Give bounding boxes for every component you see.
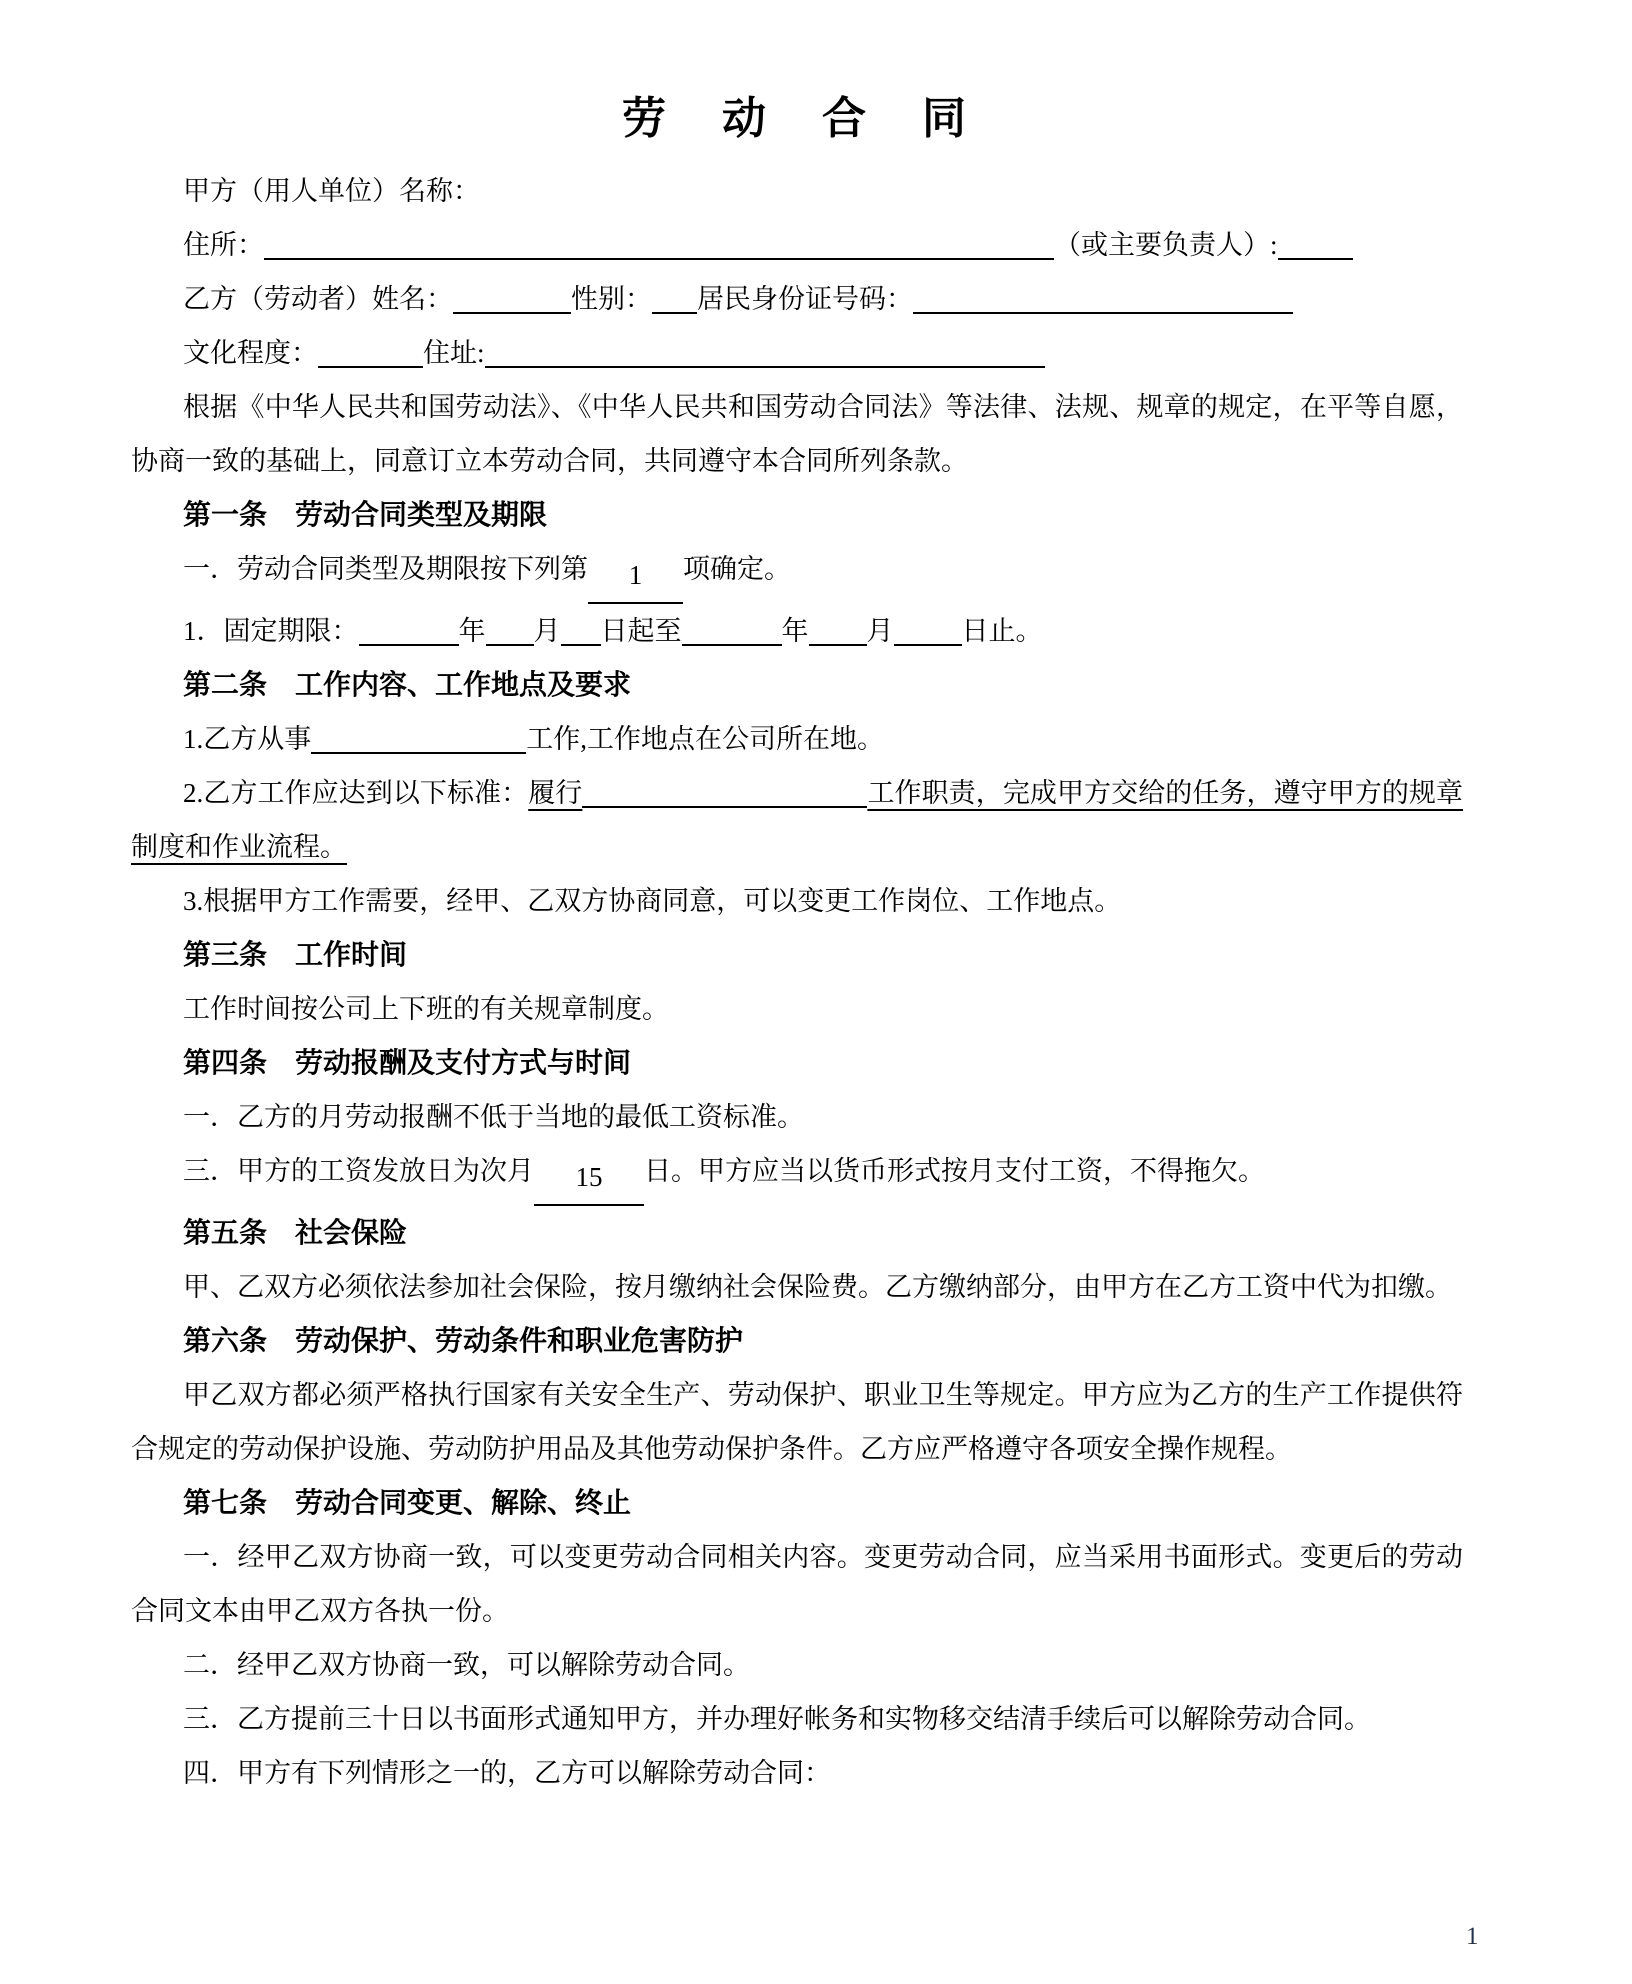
article5-body: 甲、乙双方必须依法参加社会保险，按月缴纳社会保险费。乙方缴纳部分，由甲方在乙方工资中代为扣缴。 <box>183 1272 1452 1302</box>
article7-item1: 一．经甲乙双方协商一致，可以变更劳动合同相关内容。变更劳动合同，应当采用书面形式。变更后的劳动合同文本由甲乙双方各执一份。 <box>131 1542 1463 1626</box>
party-b-name-blank[interactable] <box>453 284 571 314</box>
party-b-education-blank[interactable] <box>318 338 423 368</box>
party-a-principal-blank[interactable] <box>1278 230 1353 260</box>
article7-item3: 三．乙方提前三十日以书面形式通知甲方，并办理好帐务和实物移交结清手续后可以解除劳动合同。 <box>183 1704 1371 1734</box>
intro-paragraph: 根据《中华人民共和国劳动法》、《中华人民共和国劳动合同法》等法律、法规、规章的规定，在平等自愿，协商一致的基础上，同意订立本劳动合同，共同遵守本合同所列条款。 <box>131 392 1463 476</box>
article4-item2 <box>131 1144 1463 1206</box>
contract-type-value: 1 <box>628 560 643 590</box>
start-year-label: 年 <box>458 616 486 646</box>
party-a-name-line <box>131 164 1463 218</box>
article2-heading: 第二条 工作内容、工作地点及要求 <box>183 669 632 700</box>
payday-value: 15 <box>575 1162 603 1192</box>
article2-item3: 3.根据甲方工作需要，经甲、乙双方协商同意，可以变更工作岗位、工作地点。 <box>183 886 1122 916</box>
party-b-gender-label: 性别： <box>571 284 652 314</box>
article4-heading: 第四条 劳动报酬及支付方式与时间 <box>183 1047 632 1078</box>
job-duty-blank[interactable] <box>582 778 867 808</box>
article7-item2: 二．经甲乙双方协商一致，可以解除劳动合同。 <box>183 1650 750 1680</box>
document-content <box>131 0 1463 1800</box>
party-a-address-blank[interactable] <box>264 230 1054 260</box>
article7-item4: 四．甲方有下列情形之一的，乙方可以解除劳动合同： <box>183 1758 831 1788</box>
article2-item1 <box>131 712 1463 766</box>
article1-heading: 第一条 劳动合同类型及期限 <box>183 499 548 530</box>
party-a-principal-label: （或主要负责人）: <box>1054 230 1278 260</box>
start-month-label: 月 <box>533 616 561 646</box>
article2-item2-underlined2: 工作职责，完成甲方交给的任务，遵守甲方的规章制度和作业流程。 <box>131 778 1464 862</box>
article2-item2-underlined1: 履行 <box>528 778 583 808</box>
party-a-name-label: 甲方（用人单位）名称： <box>183 176 480 206</box>
article2-item1-pre: 1.乙方从事 <box>183 724 312 754</box>
start-day-blank[interactable] <box>561 616 601 646</box>
fixed-term-label: 1．固定期限： <box>183 616 359 646</box>
article1-item1-pre: 一．劳动合同类型及期限按下列第 <box>183 554 588 584</box>
article5-heading: 第五条 社会保险 <box>183 1217 408 1248</box>
article6-heading: 第六条 劳动保护、劳动条件和职业危害防护 <box>183 1325 744 1356</box>
article4-item1: 一．乙方的月劳动报酬不低于当地的最低工资标准。 <box>183 1102 804 1132</box>
payday-blank[interactable] <box>534 1150 644 1206</box>
party-b-residence-blank[interactable] <box>485 338 1045 368</box>
article6-body: 甲乙双方都必须严格执行国家有关安全生产、劳动保护、职业卫生等规定。甲方应为乙方的生产工作提供符合规定的劳动保护设施、劳动防护用品及其他劳动保护条件。乙方应严格遵守各项安全操作规程。 <box>131 1380 1463 1464</box>
article3-heading: 第三条 工作时间 <box>183 939 408 970</box>
date-end-label: 日止。 <box>961 616 1043 646</box>
party-a-address-line <box>131 218 1463 272</box>
article4-item2-pre: 三．甲方的工资发放日为次月 <box>183 1156 534 1186</box>
party-b-residence-label: 住址: <box>423 338 485 368</box>
article2-item1-post: 工作,工作地点在公司所在地。 <box>526 724 884 754</box>
contract-type-blank[interactable] <box>588 548 683 604</box>
article2-item2-pre: 2.乙方工作应达到以下标准： <box>183 778 529 808</box>
party-b-education-line <box>131 326 1463 380</box>
party-b-id-label: 居民身份证号码： <box>697 284 913 314</box>
article3-body: 工作时间按公司上下班的有关规章制度。 <box>183 994 669 1024</box>
party-b-name-label: 乙方（劳动者）姓名： <box>183 284 453 314</box>
page-number: 1 <box>1466 1923 1479 1950</box>
start-month-blank[interactable] <box>486 616 534 646</box>
end-month-label: 月 <box>866 616 894 646</box>
party-b-education-label: 文化程度： <box>183 338 318 368</box>
party-b-id-blank[interactable] <box>913 284 1293 314</box>
end-year-label: 年 <box>781 616 809 646</box>
document-title: 劳 动 合 同 <box>622 94 972 143</box>
end-month-blank[interactable] <box>809 616 867 646</box>
article1-item1 <box>131 542 1463 604</box>
job-title-blank[interactable] <box>311 724 526 754</box>
date-mid-label: 日起至 <box>600 616 682 646</box>
article2-item2 <box>131 766 1463 874</box>
end-day-blank[interactable] <box>894 616 962 646</box>
start-year-blank[interactable] <box>359 616 459 646</box>
party-a-address-label: 住所： <box>183 230 264 260</box>
article1-item1-post: 项确定。 <box>683 554 791 584</box>
end-year-blank[interactable] <box>682 616 782 646</box>
party-b-gender-blank[interactable] <box>652 284 697 314</box>
article1-item2 <box>131 604 1463 658</box>
party-b-identity-line <box>131 272 1463 326</box>
article4-item2-post: 日。甲方应当以货币形式按月支付工资，不得拖欠。 <box>644 1156 1265 1186</box>
article7-heading: 第七条 劳动合同变更、解除、终止 <box>183 1487 632 1518</box>
